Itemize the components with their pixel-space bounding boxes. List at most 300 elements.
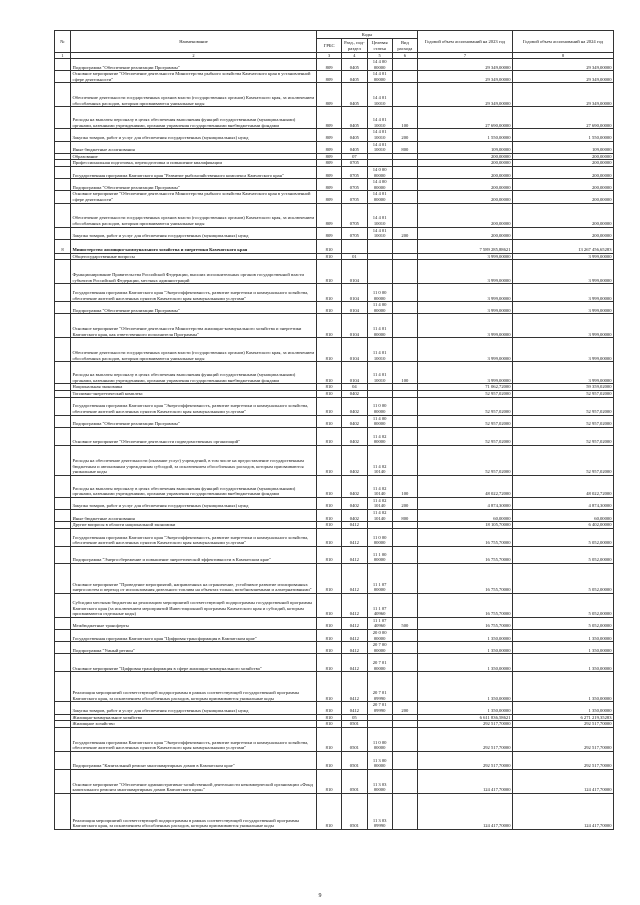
header-grbs: ГРБС [317,39,342,53]
row-target-article: 20 7 01 09990 [367,702,392,714]
row-amount-2024: 27 690,00000 [513,107,614,129]
row-amount-2024: 5 052,00000 [513,617,614,629]
row-name: Закупка товаров, работ и услуг для обеспечения государственных (муниципальных) нужд [71,702,317,714]
row-section: 0405 [342,59,367,71]
row-amount-2023: 1 350,00000 [418,654,513,672]
row-expense-type [392,284,417,302]
row-amount-2024: 4 874,30000 [513,497,614,509]
row-section: 0705 [342,227,367,239]
row-grbs: 809 [317,153,342,160]
row-amount-2024: 200,00000 [513,153,614,160]
row-section: 0412 [342,642,367,654]
table-row [55,546,614,563]
row-number [55,160,71,167]
row-expense-type [392,391,417,398]
table-row [55,160,614,167]
row-target-article: 14 0 00 00000 [367,166,392,178]
row-expense-type [392,239,417,253]
row-target-article [367,160,392,167]
table-row [55,59,614,71]
row-expense-type: 100 [392,362,417,384]
row-number [55,107,71,129]
row-amount-2024: 124 417,70000 [513,769,614,793]
row-section: 0705 [342,203,367,227]
row-name: Подпрограмма "Обеспечение реализации Программы" [71,179,317,191]
row-expense-type [392,302,417,314]
row-number [55,362,71,384]
row-section: 0104 [342,338,367,362]
row-amount-2023: 52 957,02000 [418,391,513,398]
row-amount-2023: 52 957,02000 [418,415,513,427]
row-number [55,71,71,83]
row-expense-type [392,546,417,563]
row-grbs: 810 [317,338,342,362]
row-name: Общегосударственные вопросы [71,253,317,260]
row-amount-2024: 29 349,00000 [513,71,614,83]
row-expense-type [392,166,417,178]
row-amount-2024: 13 267 456,65283 [513,239,614,253]
row-number [55,793,71,829]
row-amount-2023: 1 350,00000 [418,630,513,642]
row-expense-type [392,563,417,593]
row-amount-2023: 292 517,70000 [418,721,513,728]
table-row [55,702,614,714]
row-number [55,510,71,522]
row-amount-2024: 6 271 219,35283 [513,714,614,721]
row-section: 0405 [342,141,367,153]
col-number: 7 [418,53,513,59]
row-target-article: 14 4 00 00000 [367,59,392,71]
row-name: Основное мероприятие "Обеспечение деятельности Министерства жилищно-коммунального хозяйства и энергетики Камчатского края, как ответственного исполнителя Программы" [71,314,317,338]
row-target-article: 14 4 00 00000 [367,179,392,191]
header-2023: Годовой объем ассигнований на 2023 год [418,31,513,53]
row-name: Жилищно-коммунальное хозяйство [71,714,317,721]
row-grbs: 809 [317,83,342,107]
row-grbs: 810 [317,522,342,529]
row-grbs: 810 [317,593,342,617]
row-number [55,338,71,362]
row-grbs: 809 [317,129,342,141]
row-number [55,59,71,71]
row-amount-2023: 1 350,00000 [418,702,513,714]
row-number [55,654,71,672]
row-expense-type [392,253,417,260]
row-expense-type: 800 [392,141,417,153]
row-grbs: 810 [317,497,342,509]
row-section: 0412 [342,672,367,702]
header-cs: Целевая статья [367,39,392,53]
row-amount-2023: 200,00000 [418,203,513,227]
row-section: 0402 [342,427,367,445]
row-expense-type [392,71,417,83]
row-section: 0402 [342,445,367,475]
row-amount-2024: 292 517,70000 [513,721,614,728]
col-number: 4 [342,53,367,59]
row-number [55,546,71,563]
row-section: 0412 [342,617,367,629]
row-amount-2024: 200,00000 [513,203,614,227]
row-amount-2023: 52 957,02000 [418,397,513,415]
row-target-article: 11 4 02 10140 [367,510,392,522]
row-number [55,302,71,314]
row-amount-2024: 292 517,70000 [513,751,614,769]
table-row [55,617,614,629]
row-expense-type: 200 [392,497,417,509]
row-section: 0405 [342,83,367,107]
row-number [55,253,71,260]
row-target-article: 14 4 01 10010 [367,83,392,107]
row-amount-2024: 29 349,00000 [513,83,614,107]
row-section: 0405 [342,107,367,129]
row-number [55,83,71,107]
row-expense-type [392,384,417,391]
table-row [55,391,614,398]
row-expense-type [392,593,417,617]
row-expense-type [392,153,417,160]
row-name: Топливно-энергетический комплекс [71,391,317,398]
row-number [55,617,71,629]
row-amount-2023: 3 999,00000 [418,314,513,338]
row-grbs: 809 [317,179,342,191]
row-grbs: 810 [317,284,342,302]
row-expense-type: 200 [392,129,417,141]
row-name: Государственная программа Камчатского края "Энергоэффективность, развитие энергетики и коммунального хозяйства, обеспечение жителей населенных пунктов Камчатского края коммунальными услугами" [71,727,317,751]
row-amount-2024: 52 957,02000 [513,415,614,427]
row-number [55,166,71,178]
row-section: 0402 [342,497,367,509]
row-section: 0402 [342,397,367,415]
budget-table-page [54,30,614,830]
row-target-article: 11 0 00 00000 [367,284,392,302]
row-expense-type [392,727,417,751]
row-name: Государственная программа Камчатского края "Развитие рыбохозяйственного комплекса Камчатского края" [71,166,317,178]
row-expense-type [392,203,417,227]
row-expense-type [392,427,417,445]
row-amount-2024: 1 350,00000 [513,642,614,654]
row-target-article [367,384,392,391]
row-expense-type [392,179,417,191]
row-target-article: 20 7 00 00000 [367,642,392,654]
row-number [55,522,71,529]
table-row [55,253,614,260]
row-target-article: 11 4 02 10140 [367,475,392,497]
row-section: 0412 [342,654,367,672]
row-grbs: 810 [317,793,342,829]
table-row [55,415,614,427]
row-amount-2023: 3 999,00000 [418,260,513,284]
row-name: Реализация мероприятий соответствующей подпрограммы в рамках соответствующей государственной программы Камчатского края, за исключением обособленных расходов, которым присваиваются уникальные коды [71,672,317,702]
row-grbs: 810 [317,415,342,427]
row-target-article [367,522,392,529]
row-amount-2024: 109,00000 [513,141,614,153]
row-amount-2023: 6 611 836,58621 [418,714,513,721]
row-expense-type: 100 [392,475,417,497]
table-row [55,239,614,253]
row-grbs: 810 [317,672,342,702]
row-number [55,593,71,617]
row-section: 0501 [342,751,367,769]
row-number [55,141,71,153]
row-grbs: 810 [317,630,342,642]
row-amount-2024: 6 402,00000 [513,522,614,529]
row-amount-2023: 292 517,70000 [418,751,513,769]
row-name: Основное мероприятие "Обеспечение деятельности Министерства рыбного хозяйства Камчатского края в установленной сфере деятельности" [71,71,317,83]
row-amount-2024: 3 999,00000 [513,260,614,284]
row-number [55,260,71,284]
row-amount-2024: 1 350,00000 [513,630,614,642]
row-name: Закупка товаров, работ и услуг для обеспечения государственных (муниципальных) нужд [71,129,317,141]
row-target-article: 11 3 00 00000 [367,751,392,769]
row-amount-2024: 5 052,00000 [513,563,614,593]
row-expense-type [392,769,417,793]
table-row [55,522,614,529]
row-name: Обеспечение деятельности государственных органов власти (государственных органов) Камчатского края, за исключением обособленных расходов, которым присваиваются уникальные коды [71,338,317,362]
row-target-article [367,391,392,398]
table-row [55,427,614,445]
row-number [55,314,71,338]
row-name: Расходы на выплаты персоналу в целях обеспечения выполнения функций государственными (муниципальными) органами, казенными учреждениями, органами управления государственными внебюджетными фондами [71,475,317,497]
row-grbs: 810 [317,721,342,728]
row-amount-2024: 5 052,00000 [513,593,614,617]
row-amount-2023: 200,00000 [418,191,513,203]
row-amount-2023: 124 417,70000 [418,769,513,793]
row-name: Жилищное хозяйство [71,721,317,728]
row-target-article: 11 4 01 10010 [367,338,392,362]
row-name: Субсидии местным бюджетам на реализацию мероприятий соответствующей подпрограммы государственной программы Камчатского края (за исключением мероприятий Инвестиционной программы Камчатского края и субсидий, которым присваиваются отдельные коды) [71,593,317,617]
row-expense-type [392,642,417,654]
row-grbs: 810 [317,563,342,593]
row-section: 0104 [342,284,367,302]
row-expense-type [392,522,417,529]
row-section: 0412 [342,563,367,593]
row-target-article: 11 4 02 10140 [367,445,392,475]
row-target-article [367,714,392,721]
row-number [55,415,71,427]
row-amount-2024: 200,00000 [513,191,614,203]
row-amount-2024: 1 350,00000 [513,702,614,714]
table-row [55,654,614,672]
row-name: Государственная программа Камчатского края "Энергоэффективность, развитие энергетики и коммунального хозяйства, обеспечение жителей населенных пунктов Камчатского края коммунальными услугами" [71,528,317,546]
row-target-article: 11 4 01 00000 [367,314,392,338]
table-row [55,203,614,227]
row-name: Профессиональная подготовка, переподготовка и повышение квалификации [71,160,317,167]
table-row [55,721,614,728]
row-number [55,445,71,475]
row-grbs: 810 [317,727,342,751]
row-grbs: 809 [317,59,342,71]
table-row [55,227,614,239]
row-grbs: 810 [317,391,342,398]
row-amount-2024: 3 999,00000 [513,302,614,314]
row-section: 0104 [342,362,367,384]
table-row [55,284,614,302]
row-section: 0402 [342,391,367,398]
table-row [55,314,614,338]
row-amount-2024: 292 517,70000 [513,727,614,751]
row-grbs: 810 [317,302,342,314]
row-grbs: 809 [317,141,342,153]
row-target-article [367,153,392,160]
row-name: Обеспечение деятельности государственных органов власти (государственных органов) Камчатского края, за исключением обособленных расходов, которым присваиваются уникальные коды [71,203,317,227]
row-number [55,751,71,769]
row-amount-2023: 48 022,72000 [418,475,513,497]
row-target-article: 14 4 01 10010 [367,129,392,141]
row-name: Иные бюджетные ассигнования [71,510,317,522]
row-target-article [367,721,392,728]
row-section: 05 [342,714,367,721]
table-row [55,302,614,314]
row-grbs: 810 [317,384,342,391]
row-section: 0412 [342,528,367,546]
row-section: 0705 [342,166,367,178]
row-name: Основное мероприятие "Обеспечение деятельности Министерства рыбного хозяйства Камчатского края в установленной сфере деятельности" [71,191,317,203]
row-name: Другие вопросы в области национальной экономики [71,522,317,529]
row-amount-2024: 1 550,00000 [513,129,614,141]
row-amount-2023: 200,00000 [418,166,513,178]
row-number [55,397,71,415]
row-number [55,497,71,509]
row-number [55,642,71,654]
row-section: 0412 [342,630,367,642]
col-number: 3 [317,53,342,59]
row-amount-2023: 16 755,70000 [418,528,513,546]
row-target-article: 11 0 00 00000 [367,727,392,751]
row-name: Расходы на выплаты персоналу в целях обеспечения выполнения функций государственными (муниципальными) органами, казенными учреждениями, органами управления государственными внебюджетными фондами [71,107,317,129]
row-grbs: 810 [317,751,342,769]
row-grbs: 810 [317,427,342,445]
row-section: 0405 [342,71,367,83]
row-name: Закупка товаров, работ и услуг для обеспечения государственных (муниципальных) нужд [71,227,317,239]
row-target-article [367,239,392,253]
row-grbs: 810 [317,546,342,563]
table-row [55,630,614,642]
row-grbs: 810 [317,714,342,721]
row-expense-type [392,672,417,702]
header-num: № [55,31,71,53]
row-grbs: 810 [317,654,342,672]
table-row [55,769,614,793]
row-number [55,702,71,714]
col-number: 8 [513,53,614,59]
row-section: 0705 [342,160,367,167]
row-name: Подпрограмма "Обеспечение реализации Программы" [71,415,317,427]
row-grbs: 810 [317,397,342,415]
row-grbs: 810 [317,445,342,475]
row-name: Подпрограмма "Обеспечение реализации Программы" [71,59,317,71]
row-expense-type [392,260,417,284]
row-name: Основное мероприятие "Проведение мероприятий, направленных на ограничение, устойчивое развитие изолированных энергосистем и переход от использования дизельного топлива на объектах только, возобновляемыми и альтернативными" [71,563,317,593]
row-amount-2024: 124 417,70000 [513,793,614,829]
row-name: Основное мероприятие "Цифровая трансформация в сфере жилищно-коммунального хозяйства" [71,654,317,672]
row-target-article: 11 3 03 09990 [367,793,392,829]
row-amount-2024: 3 999,00000 [513,284,614,302]
row-amount-2023: 52 957,02000 [418,445,513,475]
row-amount-2023: 200,00000 [418,227,513,239]
row-expense-type [392,721,417,728]
row-expense-type [392,751,417,769]
row-target-article: 11 1 07 00000 [367,563,392,593]
row-section: 0412 [342,702,367,714]
row-section: 0412 [342,593,367,617]
row-section: 04 [342,384,367,391]
row-target-article [367,260,392,284]
row-grbs: 809 [317,71,342,83]
row-expense-type [392,338,417,362]
row-expense-type [392,397,417,415]
row-amount-2023: 200,00000 [418,179,513,191]
row-section: 0501 [342,769,367,793]
row-name: Расходы на обеспечение деятельности (оказание услуг) учреждений, в том числе на предоставление государственным бюджетным и автономным учреждениям субсидий, за исключением обособленных расходов, которым присваиваются уникальные коды [71,445,317,475]
table-body [55,59,614,830]
row-section: 0412 [342,522,367,529]
row-section: 0501 [342,793,367,829]
row-amount-2023: 60,00000 [418,510,513,522]
row-amount-2024: 3 999,00000 [513,338,614,362]
table-row [55,642,614,654]
row-expense-type: 200 [392,227,417,239]
row-section: 0412 [342,546,367,563]
row-number [55,384,71,391]
row-amount-2024: 3 999,00000 [513,253,614,260]
row-section: 0705 [342,179,367,191]
row-name: Государственная программа Камчатского края "Цифровая трансформация в Камчатском крае" [71,630,317,642]
header-codes: Коды [317,31,418,39]
table-row [55,445,614,475]
row-target-article: 11 0 00 00000 [367,397,392,415]
row-amount-2023: 29 349,00000 [418,59,513,71]
row-expense-type [392,630,417,642]
row-expense-type [392,314,417,338]
row-grbs: 810 [317,510,342,522]
row-target-article: 11 4 01 10010 [367,362,392,384]
row-target-article: 14 4 01 10010 [367,227,392,239]
row-name: Государственная программа Камчатского края "Энергоэффективность, развитие энергетики и коммунального хозяйства, обеспечение жителей населенных пунктов Камчатского края коммунальными услугами" [71,397,317,415]
row-name: Иные бюджетные ассигнования [71,141,317,153]
row-section: 07 [342,153,367,160]
table-row [55,528,614,546]
row-target-article: 11 1 07 40960 [367,593,392,617]
row-name: Государственная программа Камчатского края "Энергоэффективность, развитие энергетики и коммунального хозяйства, обеспечение жителей населенных пунктов Камчатского края коммунальными услугами" [71,284,317,302]
row-name: Подпрограмма "Умный регион" [71,642,317,654]
row-number [55,191,71,203]
row-number [55,528,71,546]
budget-table [54,30,614,830]
row-target-article: 11 1 00 00000 [367,546,392,563]
row-amount-2024: 52 957,02000 [513,391,614,398]
header-2024: Годовой объем ассигнований на 2024 год [513,31,614,53]
table-row [55,107,614,129]
row-expense-type: 800 [392,510,417,522]
row-grbs: 809 [317,166,342,178]
row-amount-2024: 52 957,02000 [513,397,614,415]
row-amount-2023: 3 999,00000 [418,253,513,260]
table-row [55,751,614,769]
row-amount-2023: 29 349,00000 [418,71,513,83]
table-row [55,179,614,191]
row-amount-2024: 3 999,00000 [513,362,614,384]
row-target-article: 11 4 02 10140 [367,497,392,509]
row-amount-2023: 109,00000 [418,141,513,153]
row-amount-2024: 59 359,02000 [513,384,614,391]
row-amount-2023: 4 874,30000 [418,497,513,509]
table-row [55,260,614,284]
row-target-article: 14 4 01 00000 [367,191,392,203]
row-target-article: 20 7 01 09990 [367,672,392,702]
row-section: 0104 [342,260,367,284]
row-grbs: 809 [317,160,342,167]
row-amount-2024: 52 957,02000 [513,445,614,475]
row-target-article: 20 7 01 00000 [367,654,392,672]
